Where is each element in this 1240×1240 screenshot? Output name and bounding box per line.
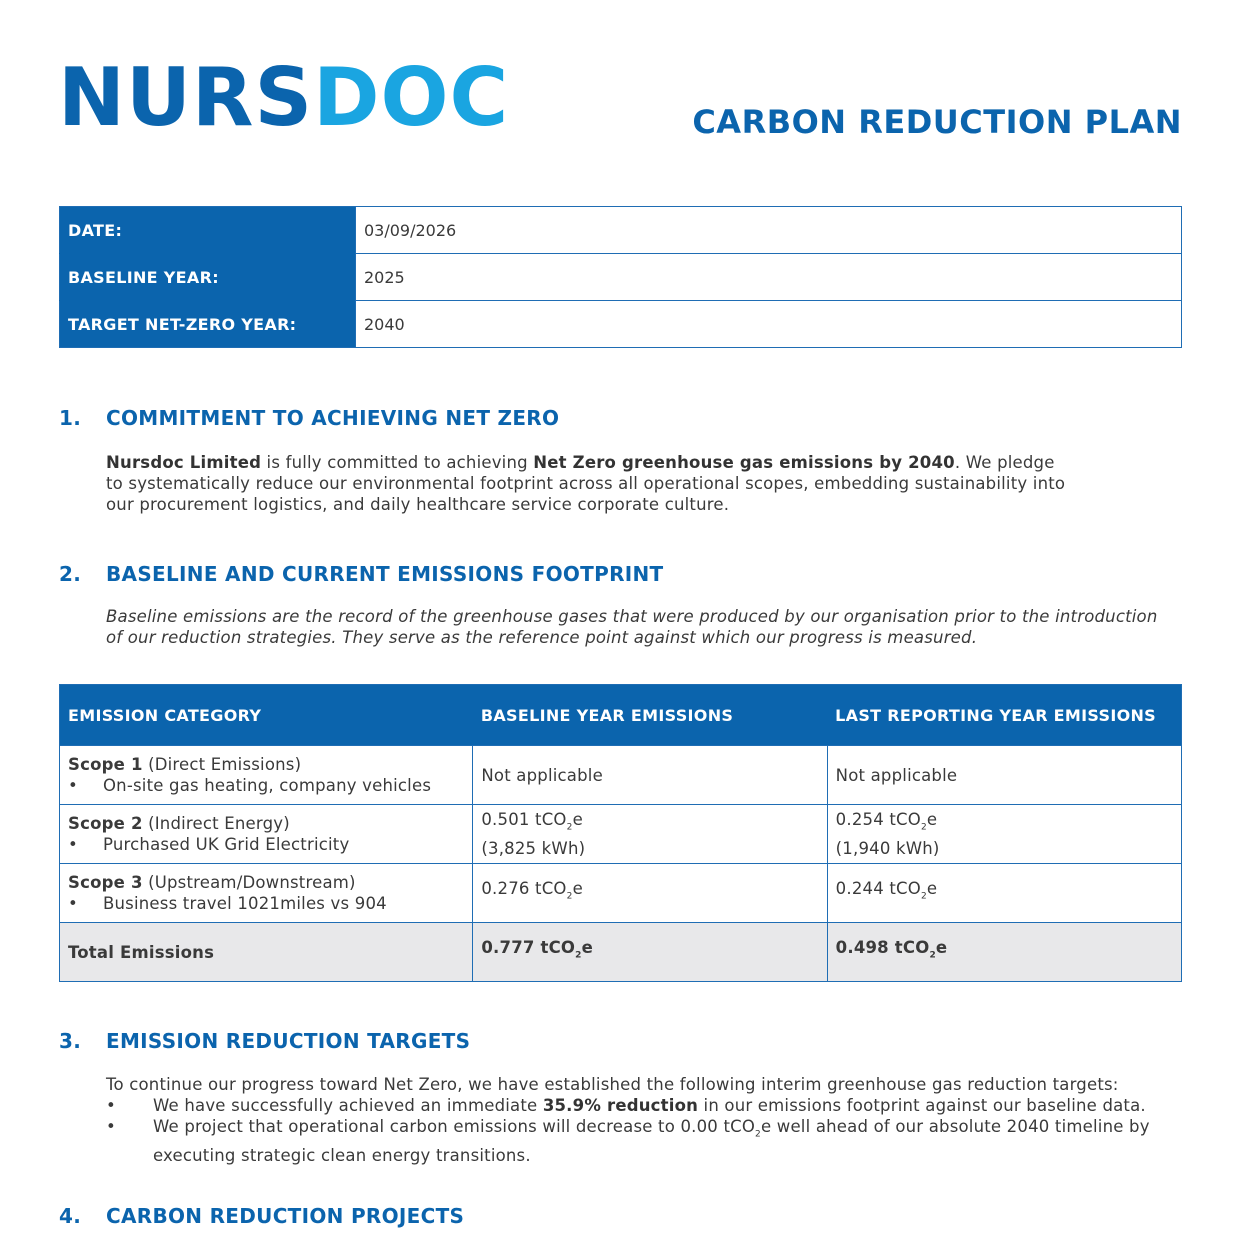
bullet: • [106,1117,116,1136]
section-number: 4. [59,1204,82,1228]
baseline-year-label: BASELINE YEAR: [60,254,356,301]
scope-label: Scope 2 [68,814,143,833]
subscript: 2 [566,891,573,902]
subscript: 2 [566,822,573,833]
section-number: 2. [59,562,82,586]
table-row [60,864,1182,923]
commitment-text-a: is fully committed to achieving [261,453,534,472]
scope-2-baseline [473,805,827,864]
col-header-last: LAST REPORTING YEAR EMISSIONS [827,685,1181,746]
targets-list [106,1095,1176,1166]
subscript: 2 [929,950,936,961]
total-baseline [473,923,827,982]
col-header-baseline: BASELINE YEAR EMISSIONS [473,685,827,746]
scope-desc: (Indirect Energy) [142,814,290,833]
scope-detail: Purchased UK Grid Electricity [103,835,350,854]
subscript: 2 [755,1129,761,1140]
scope-label: Scope 3 [68,873,143,892]
target-year-label: TARGET NET-ZERO YEAR: [60,301,356,348]
emissions-table [59,684,1182,982]
date-value: 03/09/2026 [356,207,1182,254]
scope-detail: On-site gas heating, company vehicles [103,776,432,795]
net-zero-highlight: Net Zero greenhouse gas emissions by 2040 [533,453,955,472]
table-row [60,746,1182,805]
section-number: 1. [59,406,82,430]
nursdoc-logo [58,51,510,144]
target-text: in our emissions footprint against our baseline data. [698,1096,1146,1115]
scope-3-baseline [473,864,827,923]
target-text: We have successfully achieved an immediate [153,1096,543,1115]
scope-1-cell [60,746,473,805]
list-item [106,1116,1176,1166]
baseline-year-value: 2025 [356,254,1182,301]
scope-3-cell [60,864,473,923]
kwh-value: (3,825 kWh) [481,839,586,859]
subscript: 2 [920,822,927,833]
section-4-heading [59,1204,464,1228]
scope-desc: (Upstream/Downstream) [142,873,356,892]
company-name: Nursdoc Limited [106,453,262,472]
scope-2-last [827,805,1181,864]
bullet: • [68,835,78,854]
total-label: Total Emissions [60,923,473,982]
value-suffix: e [926,809,938,829]
target-text: We project that operational carbon emissions will decrease to 0.00 tCO [153,1117,756,1136]
bullet: • [106,1096,116,1115]
section-1-heading [59,406,559,430]
table-header-row [60,685,1182,746]
reduction-highlight: 35.9% reduction [542,1096,699,1115]
logo-part-nurs: NURS [58,51,314,144]
baseline-intro: Baseline emissions are the record of the greenhouse gases that were produced by our organisation prior to the introduction of our reduction strategies. They serve as the reference point against which our progress is measured. [106,607,1158,647]
kwh-value: (1,940 kWh) [835,839,940,859]
bullet: • [68,894,78,913]
logo-part-doc: DOC [313,51,510,144]
scope-1-last: Not applicable [827,746,1181,805]
value: 0.254 tCO [835,809,921,829]
section-number: 3. [59,1029,82,1053]
subscript: 2 [920,891,927,902]
date-row [60,207,1182,254]
value-suffix: e [926,879,938,899]
col-header-category: EMISSION CATEGORY [60,685,473,746]
scope-label: Scope 1 [68,755,143,774]
section-title: BASELINE AND CURRENT EMISSIONS FOOTPRINT [106,562,664,586]
subscript: 2 [575,950,582,961]
plan-info-table [59,206,1182,348]
total-row [60,923,1182,982]
target-year-row [60,301,1182,348]
commitment-paragraph [106,452,1066,515]
document-title: CARBON REDUCTION PLAN [692,103,1182,141]
value-suffix: e [581,938,593,958]
table-row [60,805,1182,864]
value: 0.244 tCO [835,879,921,899]
section-3-heading [59,1029,470,1053]
scope-desc: (Direct Emissions) [142,755,302,774]
targets-intro: To continue our progress toward Net Zero, we have established the following interim greenhouse gas reduction targets: [106,1075,1119,1094]
value-suffix: e [572,879,583,899]
target-text: e well ahead of our absolute 2040 timeline by executing strategic clean energy transitions. [153,1117,1150,1166]
value: 0.498 tCO [835,938,930,958]
value: 0.777 tCO [481,938,576,958]
section-title: CARBON REDUCTION PROJECTS [106,1204,465,1228]
value: 0.501 tCO [481,809,567,829]
commitment-text-b: . We pledge to systematically reduce our environmental footprint across all operational scopes, embedding sustainability into our procurement logistics, and daily healthcare service corporate culture. [106,453,1066,514]
section-title: EMISSION REDUCTION TARGETS [106,1029,471,1053]
baseline-year-row [60,254,1182,301]
bullet: • [68,776,78,795]
scope-2-cell [60,805,473,864]
section-2-heading [59,562,664,586]
section-title: COMMITMENT TO ACHIEVING NET ZERO [106,406,560,430]
scope-3-last [827,864,1181,923]
value-suffix: e [935,938,948,958]
targets-block [106,1074,1176,1166]
value: 0.276 tCO [481,879,567,899]
total-last [827,923,1181,982]
scope-1-baseline: Not applicable [473,746,827,805]
scope-detail: Business travel 1021miles vs 904 [103,894,387,913]
target-year-value: 2040 [356,301,1182,348]
value-suffix: e [572,809,583,829]
date-label: DATE: [60,207,356,254]
list-item [106,1095,1176,1116]
